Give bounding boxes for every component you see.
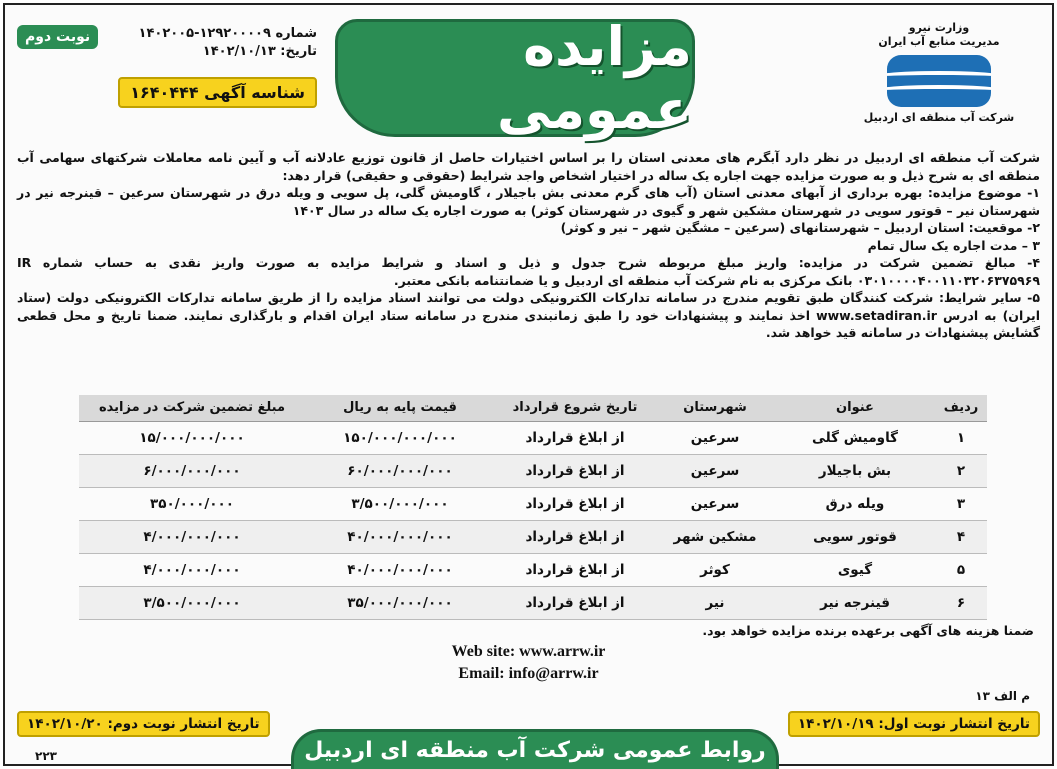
ad-number: شماره ۱۲۹۲۰۰۰۰۹-۱۴۰۲۰۰۵ [138, 26, 317, 41]
cell-start-date: از ابلاغ قرارداد [495, 454, 655, 487]
cell-base-price: ۳۵/۰۰۰/۰۰۰/۰۰۰ [305, 586, 495, 619]
intro-text [17, 149, 1040, 342]
cell-row-number: ۶ [935, 586, 987, 619]
ad-date: تاریخ: ۱۴۰۲/۱۰/۱۳ [202, 44, 317, 59]
round-badge: نوبت دوم [17, 25, 98, 49]
cell-guarantee: ۱۵/۰۰۰/۰۰۰/۰۰۰ [79, 421, 305, 454]
auction-table [79, 395, 987, 620]
table-row [79, 454, 987, 487]
col-header-row-number: ردیف [935, 395, 987, 421]
footer-banner [291, 729, 779, 769]
cell-county: نیر [655, 586, 775, 619]
logo-caption: شرکت آب منطقه ای اردبیل [863, 111, 1015, 124]
cell-base-price: ۳/۵۰۰/۰۰۰/۰۰۰ [305, 487, 495, 520]
item-other-conditions: ۵- سایر شرایط: شرکت کنندگان طبق تقویم مندرج در سامانه تدارکات الکترونیکی دولت می توانند اسناد مزایده را از طریق سامانه تدارکات الکترونیکی دولت (ستاد ایران) به ادرس www.setadiran.ir اخذ نمایند و پیشنهادات خود را طبق زمانبندی مندرج در سامانه ستاد ایران اقدام و بارگذاری نمایند. ضمنا تاریخ و محل قطعی گشایش پیشنهادات در سامانه قید خواهد شد. [17, 290, 1040, 340]
intro-paragraph: شرکت آب منطقه ای اردبیل در نظر دارد آبگرم های معدنی استان را بر اساس اختیارات حاصل از قانون توزیع عادلانه آب و آیین نامه معاملات شرکتهای سهامی آب منطقه ای به شرح ذیل و به صورت مزایده جهت اجاره یک ساله در اختیار اشخاص واجد شرایط (حقوقی و حقیقی) قرار دهد: [17, 150, 1040, 183]
col-header-title: عنوان [775, 395, 935, 421]
item-location: ۲- موقعیت: استان اردبیل – شهرستانهای (سرعین – مشگین شهر – نیر و کوثر) [560, 220, 1040, 235]
company-logo [844, 21, 1034, 141]
publish-date-second: تاریخ انتشار نوبت دوم: ۱۴۰۲/۱۰/۲۰ [17, 711, 270, 737]
cell-title: گیوی [775, 553, 935, 586]
col-header-start-date: تاریخ شروع قرارداد [495, 395, 655, 421]
col-header-guarantee: مبلغ تضمین شرکت در مزایده [79, 395, 305, 421]
cell-row-number: ۴ [935, 520, 987, 553]
cell-start-date: از ابلاغ قرارداد [495, 520, 655, 553]
cell-base-price: ۴۰/۰۰۰/۰۰۰/۰۰۰ [305, 553, 495, 586]
table-row [79, 520, 987, 553]
cell-row-number: ۳ [935, 487, 987, 520]
water-waves-icon [887, 55, 991, 107]
table-row [79, 421, 987, 454]
cell-title: ویله درق [775, 487, 935, 520]
col-header-county: شهرستان [655, 395, 775, 421]
table-header-row [79, 395, 987, 421]
cell-county: سرعین [655, 487, 775, 520]
table-row [79, 487, 987, 520]
cell-base-price: ۶۰/۰۰۰/۰۰۰/۰۰۰ [305, 454, 495, 487]
cell-title: بش باجیلار [775, 454, 935, 487]
cell-county: کوثر [655, 553, 775, 586]
website-link[interactable]: Web site: www.arrw.ir [451, 643, 606, 660]
cell-start-date: از ابلاغ قرارداد [495, 586, 655, 619]
item-guarantee: ۴- مبالغ تضمین شرکت در مزایده: واریز مبلغ مربوطه شرح جدول و ذیل و اسناد و شرایط مزایده به صورت واریز نقدی به حساب شماره IR ۰۳۰۱۰۰۰۰۴۰۰۱۱۰۳۲۰۶۳۷۵۹۶۹ بانک مرکزی به نام شرکت آب منطقه ای اردبیل و یا ضمانتنامه بانکی معتبر. [17, 255, 1040, 288]
ad-id-badge: شناسه آگهی ۱۶۴۰۴۴۴ [118, 77, 317, 108]
cell-guarantee: ۴/۰۰۰/۰۰۰/۰۰۰ [79, 520, 305, 553]
cost-note: ضمنا هزینه های آگهی برعهده برنده مزایده خواهد بود. [702, 623, 1034, 638]
contact-info [5, 641, 1052, 685]
cell-guarantee: ۳/۵۰۰/۰۰۰/۰۰۰ [79, 586, 305, 619]
table-row [79, 586, 987, 619]
cell-row-number: ۱ [935, 421, 987, 454]
cell-start-date: از ابلاغ قرارداد [495, 487, 655, 520]
advertisement-frame [3, 3, 1054, 766]
parent-company: مدیریت منابع آب ایران [878, 35, 1000, 48]
cell-county: سرعین [655, 421, 775, 454]
cell-guarantee: ۴/۰۰۰/۰۰۰/۰۰۰ [79, 553, 305, 586]
ministry-name: وزارت نیرو [908, 21, 970, 34]
footer-text: روابط عمومی شرکت آب منطقه ای اردبیل [304, 738, 766, 763]
ad-meta [17, 25, 317, 108]
page-number: ۲۲۳ [35, 749, 57, 763]
title-banner [335, 15, 695, 141]
cell-base-price: ۱۵۰/۰۰۰/۰۰۰/۰۰۰ [305, 421, 495, 454]
cell-start-date: از ابلاغ قرارداد [495, 553, 655, 586]
cell-title: قوتور سویی [775, 520, 935, 553]
cell-title: قینرجه نیر [775, 586, 935, 619]
cell-county: سرعین [655, 454, 775, 487]
cell-title: گاومیش گلی [775, 421, 935, 454]
cell-guarantee: ۳۵۰/۰۰۰/۰۰۰ [79, 487, 305, 520]
cell-row-number: ۲ [935, 454, 987, 487]
cell-start-date: از ابلاغ قرارداد [495, 421, 655, 454]
ad-code: م الف ۱۳ [975, 689, 1030, 703]
page-title: مزایده عمومی [496, 15, 692, 141]
cell-row-number: ۵ [935, 553, 987, 586]
cell-guarantee: ۶/۰۰۰/۰۰۰/۰۰۰ [79, 454, 305, 487]
item-subject: ۱- موضوع مزایده: بهره برداری از آبهای معدنی استان (آب های گرم معدنی بش باجیلار ، گاومیش گلی، پل سویی و ویله درق در شهرستان سرعین – قینرجه نیر در شهرستان نیر – قوتور سویی در شهرستان مشکین شهر و گیوی در شهرستان کوثر) به صورت اجاره یک ساله در سال ۱۴۰۳ [17, 185, 1040, 218]
col-header-base-price: قیمت پایه به ریال [305, 395, 495, 421]
item-duration: ۳ – مدت اجاره یک سال تمام [867, 237, 1040, 253]
cell-county: مشکین شهر [655, 520, 775, 553]
publish-date-first: تاریخ انتشار نوبت اول: ۱۴۰۲/۱۰/۱۹ [788, 711, 1040, 737]
cell-base-price: ۴۰/۰۰۰/۰۰۰/۰۰۰ [305, 520, 495, 553]
table-row [79, 553, 987, 586]
email-link[interactable]: Email: info@arrw.ir [458, 665, 599, 682]
